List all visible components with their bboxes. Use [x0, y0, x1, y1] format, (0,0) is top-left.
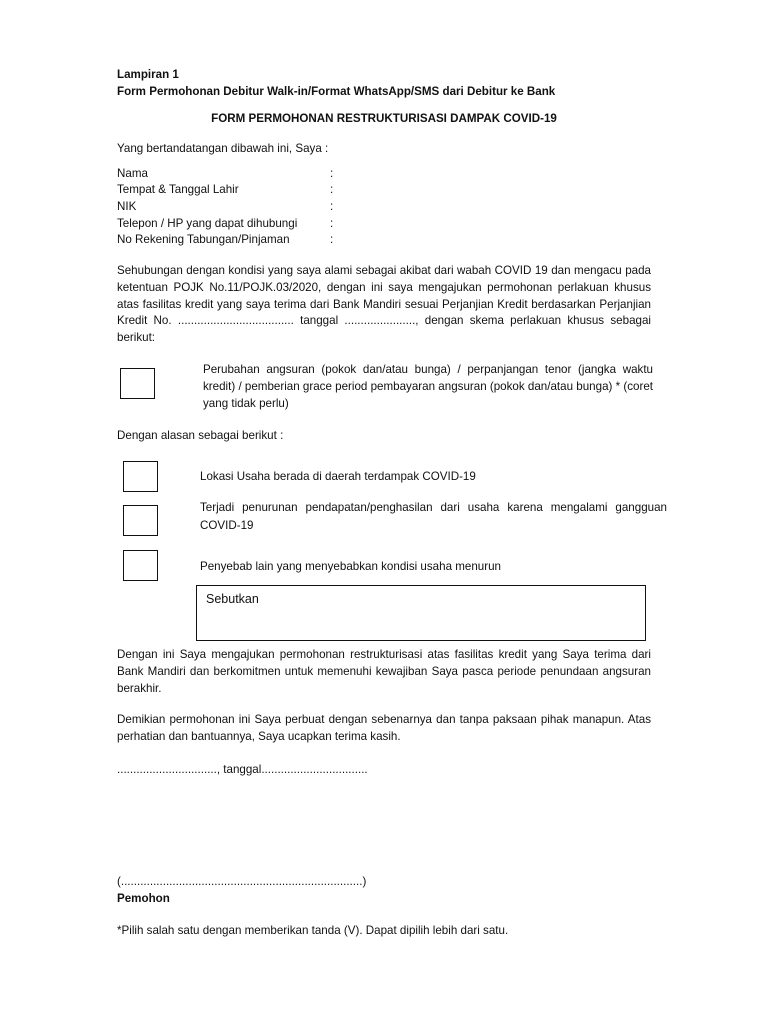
field-label-telepon: Telepon / HP yang dapat dihubungi — [117, 217, 298, 230]
field-colon: : — [330, 233, 334, 246]
place-date-line: ..............................., tanggal................................. — [117, 763, 368, 776]
reason-text-3: Penyebab lain yang menyebabkan kondisi usaha menurun — [200, 560, 502, 573]
commitment-paragraph: Dengan ini Saya mengajukan permohonan restrukturisasi atas fasilitas kredit yang Saya terima dari Bank Mandiri dan berkomitmen untuk memenuhi kewajiban Saya pasca periode penundaan angsuran berakhir. — [117, 648, 651, 695]
field-label-tempat-tanggal-lahir: Tempat & Tanggal Lahir — [117, 183, 239, 196]
field-colon: : — [330, 200, 334, 213]
field-label-nik: NIK — [117, 200, 137, 213]
treatment-checkbox[interactable] — [120, 368, 155, 399]
reason-checkbox-2[interactable] — [123, 505, 158, 536]
form-subtitle: Form Permohonan Debitur Walk-in/Format WhatsApp/SMS dari Debitur ke Bank — [117, 85, 556, 98]
request-paragraph: Sehubungan dengan kondisi yang saya alami sebagai akibat dari wabah COVID 19 dan mengacu pada ketentuan POJK No.11/POJK.03/2020, dengan ini saya mengajukan permohonan perlakuan khusus atas fasilitas kredit yang saya terima dari Bank Mandiri sesuai Perjanjian Kredit berdasarkan Perjanjian Kredit No. .................................... tanggal ......................, dengan skema perlakuan khusus sebagai berikut: — [117, 264, 651, 345]
other-reason-input-box[interactable] — [196, 585, 646, 641]
reason-text-2: Terjadi penurunan pendapatan/penghasilan dari usaha karena mengalami gangguan COVID-19 — [200, 501, 667, 532]
signer-role: Pemohon — [117, 892, 170, 905]
field-colon: : — [330, 167, 334, 180]
footnote: *Pilih salah satu dengan memberikan tanda (V). Dapat dipilih lebih dari satu. — [117, 924, 509, 937]
field-colon: : — [330, 217, 334, 230]
appendix-label: Lampiran 1 — [117, 68, 179, 81]
reasons-intro: Dengan alasan sebagai berikut : — [117, 429, 284, 442]
form-title: FORM PERMOHONAN RESTRUKTURISASI DAMPAK COVID-19 — [211, 112, 557, 125]
other-reason-label: Sebutkan — [206, 592, 259, 606]
reason-checkbox-3[interactable] — [123, 550, 158, 581]
reason-text-1: Lokasi Usaha berada di daerah terdampak COVID-19 — [200, 470, 476, 483]
field-label-no-rekening: No Rekening Tabungan/Pinjaman — [117, 233, 290, 246]
field-label-nama: Nama — [117, 167, 148, 180]
field-colon: : — [330, 183, 334, 196]
closing-paragraph: Demikian permohonan ini Saya perbuat dengan sebenarnya dan tanpa paksaan pihak manapun. Atas perhatian dan bantuannya, Saya ucapkan terima kasih. — [117, 713, 651, 743]
reason-checkbox-1[interactable] — [123, 461, 158, 492]
signature-line: (...........................................................................) — [117, 875, 367, 888]
treatment-option-text: Perubahan angsuran (pokok dan/atau bunga) / perpanjangan tenor (jangka waktu kredit) / pemberian grace period pembayaran angsuran (pokok dan/atau bunga) * (coret yang tidak perlu) — [203, 363, 653, 410]
intro-text: Yang bertandatangan dibawah ini, Saya : — [117, 142, 329, 155]
